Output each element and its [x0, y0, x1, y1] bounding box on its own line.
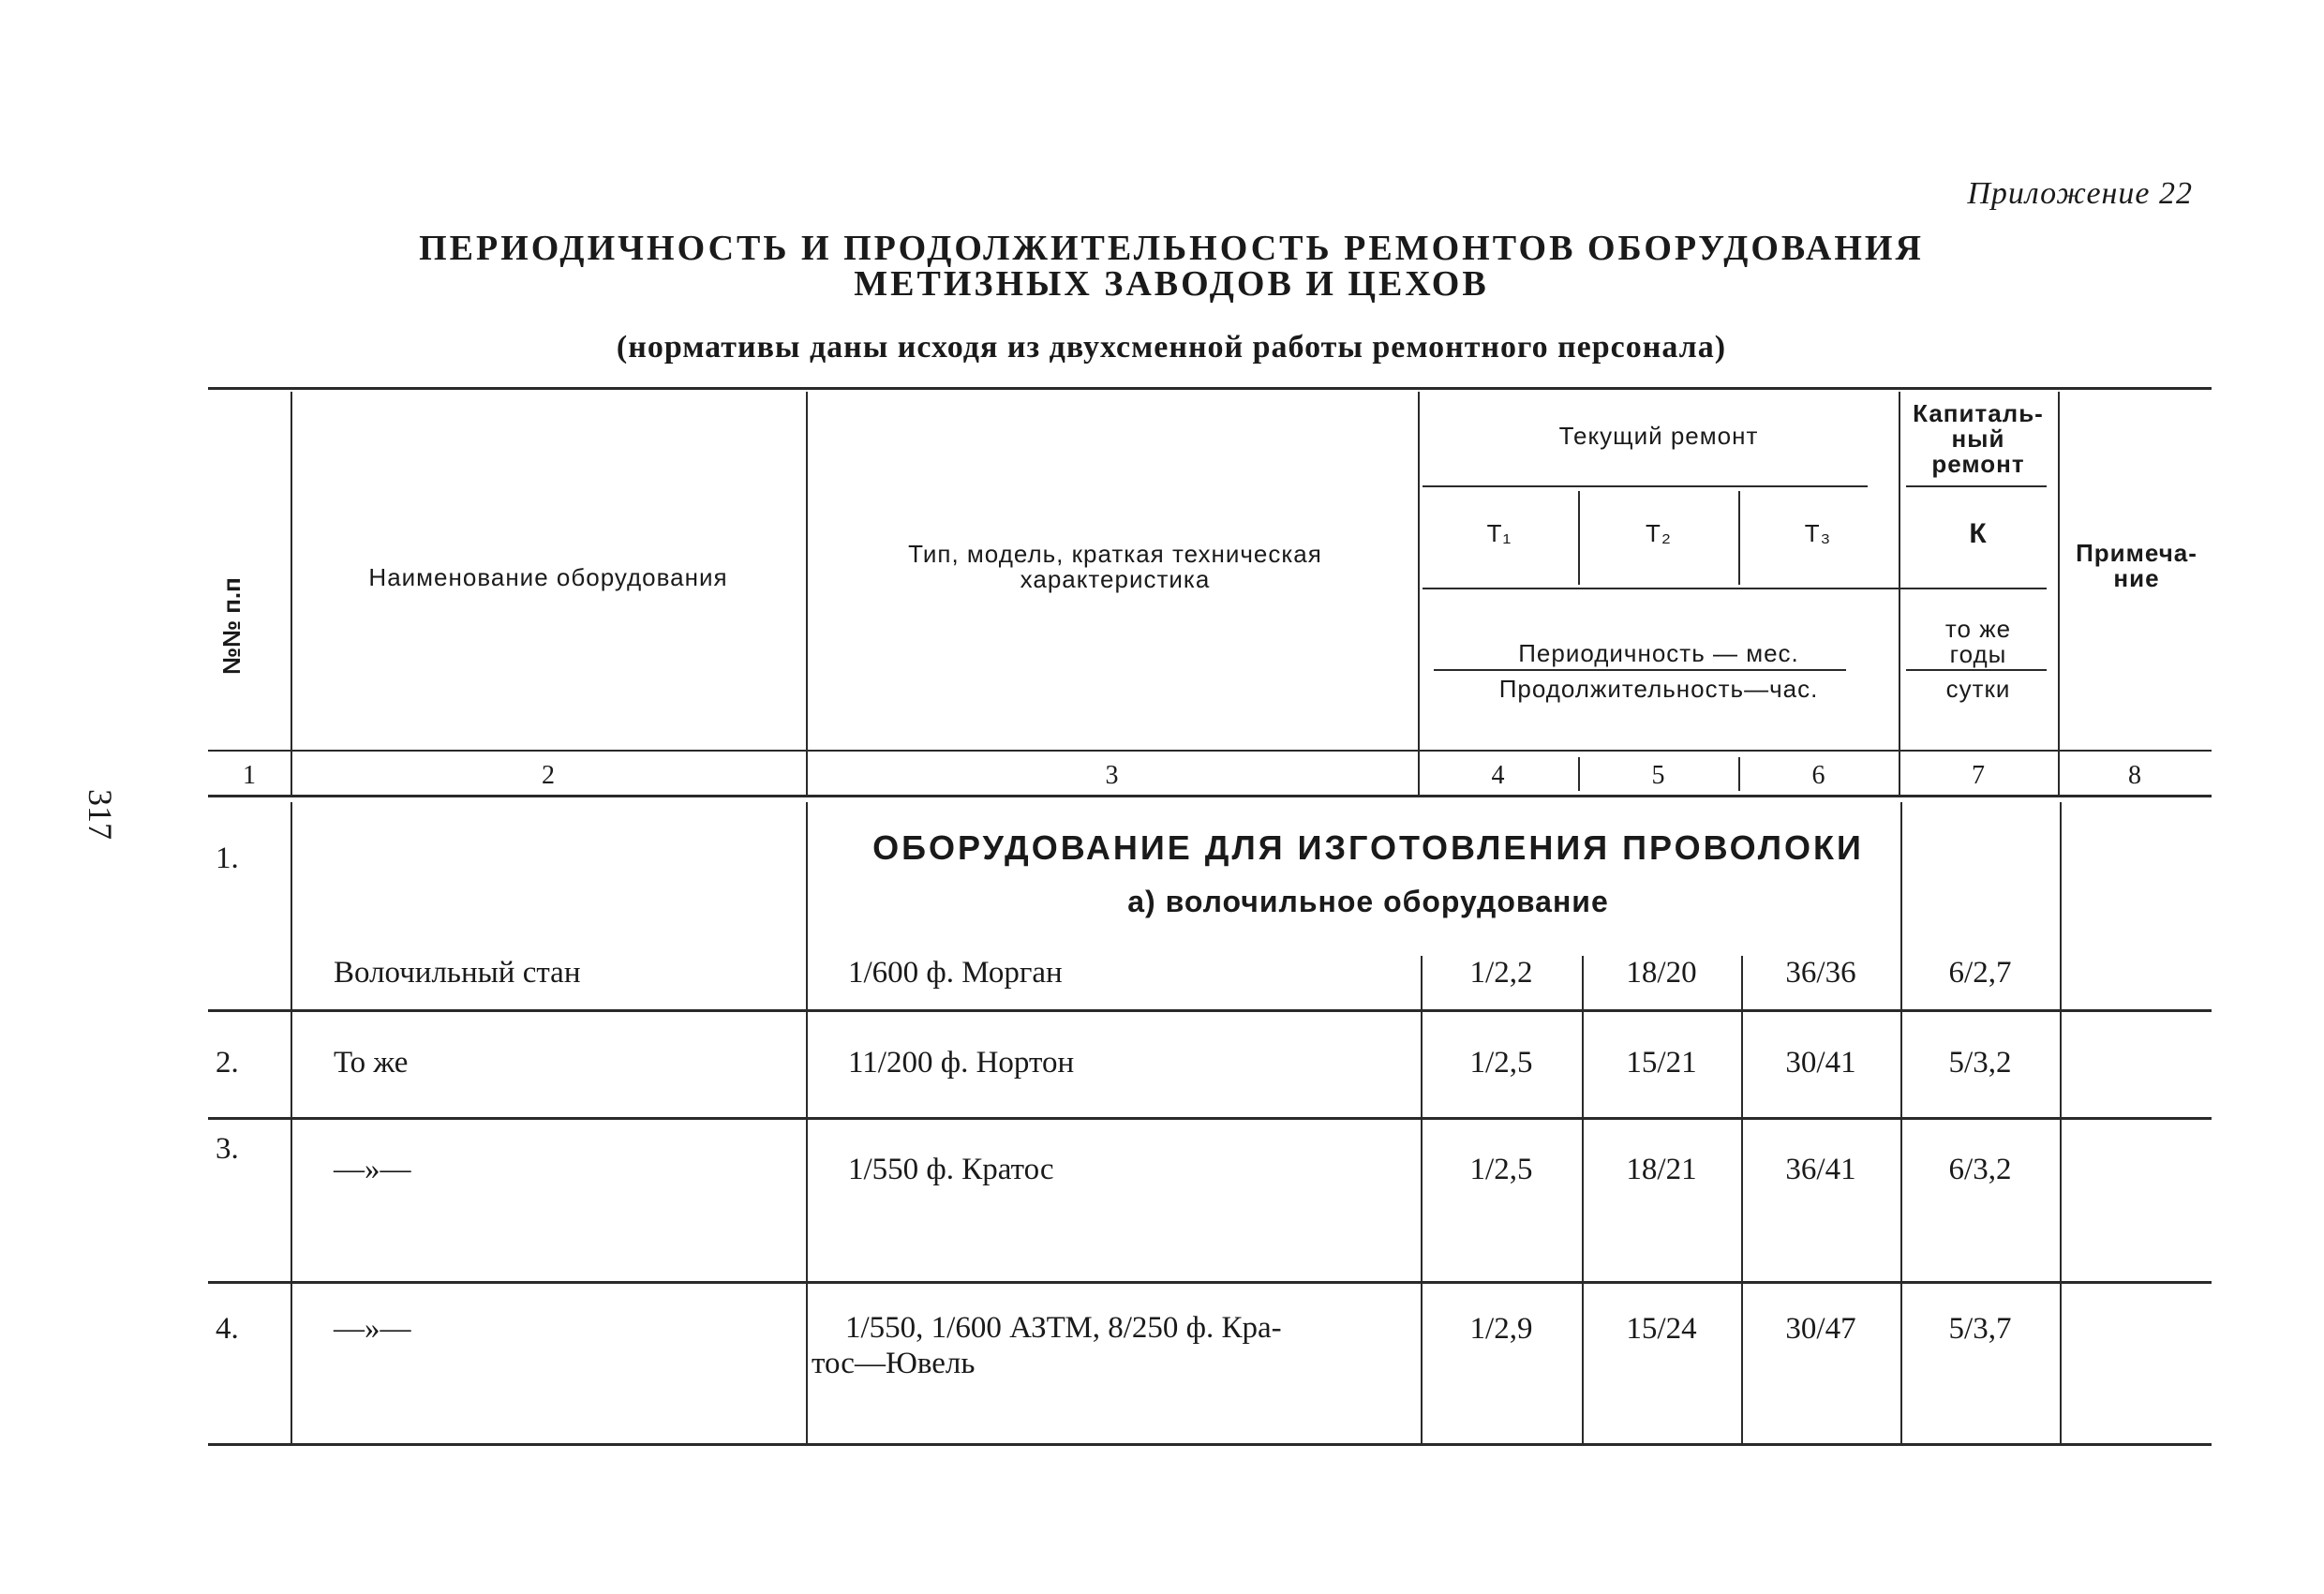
col-num-header: №№ п.п [217, 577, 246, 675]
t1-value: 1/2,9 [1469, 1312, 1533, 1346]
equipment-type: 11/200 ф. Нортон [848, 1046, 1075, 1080]
title-line-2: МЕТИЗНЫХ ЗАВОДОВ И ЦЕХОВ [854, 264, 1489, 304]
t2-value: 15/24 [1626, 1312, 1697, 1346]
capital-repair-line-1: Капиталь- [1913, 399, 2044, 427]
t2-value: 18/20 [1626, 956, 1697, 990]
col-number: 2 [542, 761, 555, 790]
years-label: годы [1949, 640, 2007, 668]
days-label: сутки [1945, 675, 2011, 703]
t2-value: 15/21 [1626, 1046, 1697, 1080]
body-divider-5 [1741, 956, 1743, 1443]
note-header-line-2: ние [2113, 564, 2160, 592]
equipment-type [812, 1310, 1416, 1381]
table-bottom-rule [208, 1443, 2212, 1446]
equipment-name: То же [334, 1046, 409, 1080]
col-number: 5 [1651, 761, 1665, 790]
title-line-1: ПЕРИОДИЧНОСТЬ И ПРОДОЛЖИТЕЛЬНОСТЬ РЕМОНТОВ ОБОРУДОВАНИЯ [419, 229, 1924, 268]
body-divider-1 [290, 802, 292, 1443]
row-2-bottom-rule [208, 1117, 2212, 1120]
t3-value: 36/41 [1785, 1153, 1856, 1186]
row-1-bottom-rule [208, 1009, 2212, 1012]
t2-t3-divider [1738, 491, 1740, 585]
numbers-bottom-rule [208, 795, 2212, 797]
col-number: 4 [1491, 761, 1505, 790]
col-name-header: Наименование оборудования [368, 563, 728, 591]
col-divider-1 [290, 392, 292, 795]
row-3-bottom-rule [208, 1281, 2212, 1284]
t1-value: 1/2,5 [1469, 1153, 1533, 1186]
row-number: 3. [216, 1132, 239, 1166]
capital-repair-line-3: ремонт [1931, 450, 2025, 478]
t3-value: 36/36 [1785, 956, 1856, 990]
k-header: К [1969, 518, 1988, 549]
document-subtitle: (нормативы даны исходя из двухсменной работы ремонтного персонала) [616, 330, 1727, 365]
col-divider-5 [2058, 392, 2060, 795]
k-value: 5/3,7 [1948, 1312, 2012, 1346]
fraction-line-capital [1906, 669, 2047, 671]
equipment-type-line-1: 1/550, 1/600 АЗТМ, 8/250 ф. Кра- [845, 1311, 1282, 1345]
note-header [2062, 541, 2212, 591]
equipment-type: 1/550 ф. Кратос [848, 1153, 1054, 1186]
equipment-type-line-2: тос—Ювель [812, 1347, 976, 1380]
duration-label: Продолжительность—час. [1498, 675, 1819, 703]
section-subtitle: а) волочильное оборудование [1127, 885, 1609, 918]
document-title [281, 231, 2062, 302]
note-header-line-1: Примеча- [2076, 539, 2197, 567]
same-years-label [1900, 617, 2056, 667]
k-value: 6/3,2 [1948, 1153, 2012, 1186]
col-type-header-line-1: Тип, модель, краткая техническая [908, 540, 1322, 568]
col-divider-2 [806, 392, 808, 795]
periodicity-label: Периодичность — мес. [1518, 639, 1799, 667]
fraction-line-current [1434, 669, 1846, 671]
equipment-type: 1/600 ф. Морган [848, 956, 1063, 990]
t1-header: Т₁ [1486, 519, 1512, 547]
row-number: 4. [216, 1312, 239, 1346]
t2-value: 18/21 [1626, 1153, 1697, 1186]
col-type-header [825, 542, 1406, 592]
row-number: 1. [216, 842, 239, 875]
row-number: 2. [216, 1046, 239, 1080]
col-number: 6 [1811, 761, 1825, 790]
t1-value: 1/2,2 [1469, 956, 1533, 990]
table-top-rule [208, 387, 2212, 390]
equipment-name: —»— [334, 1312, 411, 1346]
t3-header: Т₃ [1804, 519, 1832, 547]
body-divider-3 [1421, 956, 1423, 1443]
same-label: то же [1944, 615, 2012, 643]
t3-value: 30/41 [1785, 1046, 1856, 1080]
col-number: 1 [243, 761, 256, 790]
equipment-name: Волочильный стан [334, 956, 581, 990]
col-number: 8 [2128, 761, 2141, 790]
col-number: 7 [1972, 761, 1985, 790]
k-value: 6/2,7 [1948, 956, 2012, 990]
k-value: 5/3,2 [1948, 1046, 2012, 1080]
header-bottom-rule [208, 750, 2212, 752]
capital-repair-underline [1906, 485, 2047, 487]
t1-value: 1/2,5 [1469, 1046, 1533, 1080]
t2-header: Т₂ [1646, 519, 1672, 547]
t1-t2-divider [1578, 491, 1580, 585]
capital-repair-header [1900, 401, 2056, 477]
section-title: ОБОРУДОВАНИЕ ДЛЯ ИЗГОТОВЛЕНИЯ ПРОВОЛОКИ [872, 828, 1864, 867]
col-number: 3 [1105, 761, 1119, 790]
col-type-header-line-2: характеристика [1020, 565, 1211, 593]
equipment-name: —»— [334, 1153, 411, 1186]
current-repair-header: Текущий ремонт [1558, 422, 1759, 450]
appendix-label: Приложение 22 [1967, 176, 2193, 211]
current-repair-underline [1423, 485, 1868, 487]
body-divider-7 [2060, 802, 2062, 1443]
t3-value: 30/47 [1785, 1312, 1856, 1346]
body-divider-4 [1582, 956, 1584, 1443]
page-number: 317 [82, 789, 119, 840]
col-divider-3 [1418, 392, 1420, 795]
sub-header-rule [1423, 588, 2047, 589]
capital-repair-line-2: ный [1951, 425, 2005, 453]
